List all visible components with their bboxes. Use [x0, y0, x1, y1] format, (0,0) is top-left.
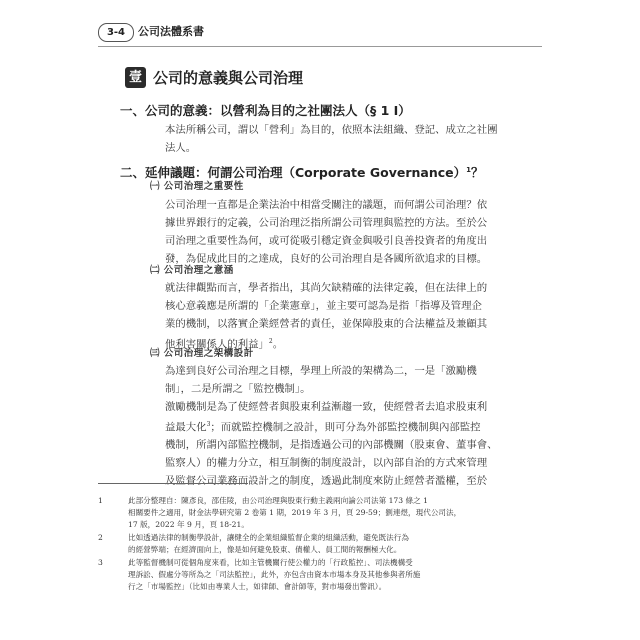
text-line: 司治理之重要性為何，或可從吸引穩定資金與吸引良善投資者的角度出: [165, 235, 488, 247]
paragraph-meaning: [165, 279, 515, 353]
subheading-meaning: ㈡ 公司治理之意涵: [150, 265, 234, 276]
text-line: 公司治理一直都是企業法治中相當受關注的議題，而何謂公司治理？依: [165, 199, 488, 211]
footnote-ref[interactable]: 3: [206, 421, 211, 428]
footnote-ref[interactable]: 2: [268, 338, 273, 345]
footnote-text: [128, 495, 540, 531]
subheading-importance: ㈠ 公司治理之重要性: [150, 181, 244, 192]
text-line: 據世界銀行的定義，公司治理泛指所謂公司管理與監控的方法。至於公: [165, 217, 488, 229]
text-line: 監察人）的權力分立，相互制衡的制度設計，以內部自治的方式來管理: [165, 457, 488, 470]
footnote-2: [98, 532, 538, 556]
footnote-number: 2: [98, 533, 103, 542]
text-line: 本法所稱公司，謂以「營利」為目的，依照本法組織、登記、成立之社團: [165, 124, 498, 136]
text-line: 為達到良好公司治理之目標，學理上所設的架構為二，一是「激勵機: [165, 365, 477, 377]
section-badge: 壹: [125, 67, 146, 88]
paragraph-framework: [165, 362, 515, 490]
text-line: 制」，二是所謂之「監控機制」。: [165, 383, 311, 395]
footnote-line: 此部分整理自：陳彥良，邵佳陵，由公司治理與股東行動主義兩向論公司法第 173 條之 1: [128, 496, 428, 505]
text-line: 業的機制，以落實企業經營者的責任，並保障股東的合法權益及兼顧其: [165, 318, 488, 330]
heading-text: 二、延伸議題：何謂公司治理（Corporate Governance）: [120, 165, 467, 181]
footnote-number: 1: [98, 496, 103, 505]
footnote-line: 理訴訟、假處分等所為之「司法監控」，此外，亦包含由資本市場本身及其他參與者所施: [128, 570, 421, 579]
header-divider: [98, 46, 542, 47]
text-line: 激勵機制是為了使經營者與股東利益漸趨一致，使經營者去追求股東利: [165, 401, 488, 413]
footnote-line: 的經營弊端；在經濟面向上，像是如何避免股東、債權人、員工間的報酬極大化。: [128, 545, 402, 554]
text-line: 機制，所謂內部監控機制，是指透過公司的內部機關（股東會、董事會、: [165, 439, 498, 452]
text-fragment: 。: [272, 338, 284, 351]
subheading-framework: ㈢ 公司治理之架構設計: [150, 348, 254, 359]
text-line: 及監督公司業務而設計之的制度，透過此制度來防止經營者濫權，至於: [165, 475, 488, 488]
section-title: 公司的意義與公司治理: [153, 69, 304, 87]
text-fragment: ；而就監控機制之設計，則可分為外部監控機制與內部監控: [210, 421, 481, 434]
footnote-ref[interactable]: 1: [466, 166, 471, 174]
footnote-text: [128, 532, 540, 556]
footnote-line: 比如透過法律的制衡學設計，讓健全的企業組織監督企業的組織活動，避免既法行為: [128, 533, 409, 542]
footnote-line: 行之「市場監控」（比如由專業人士，如律師、會計師等，對市場發出警訊）。: [128, 582, 387, 591]
footnote-1: [98, 495, 538, 531]
text-line: 就法律觀點而言，學者指出，其尚欠缺精確的法律定義，但在法律上的: [165, 282, 488, 294]
paragraph-importance: [165, 196, 515, 268]
footnote-divider: [98, 483, 248, 484]
text-line: 法人。: [165, 142, 197, 154]
heading-corporate-governance: [120, 162, 484, 181]
heading-suffix: ？: [471, 165, 484, 181]
text-line: 發，為促成此目的之達成，良好的公司治理自是各國所欲追求的目標。: [165, 253, 488, 265]
footnote-line: 相關要件之適用，財金法學研究第 2 卷第 1 期，2019 年 3 月，頁 29-59；劉連煜，現代公司法，: [128, 508, 462, 517]
text-line: 核心意義應是所謂的「企業憲章」，並主要可認為是指「指導及管理企: [165, 300, 482, 312]
footnote-number: 3: [98, 558, 103, 567]
text-fragment: 他利害關係人的利益」: [165, 338, 269, 351]
text-line: [165, 416, 515, 436]
footnote-3: [98, 557, 538, 593]
page-number: 3-4: [98, 23, 134, 42]
footnote-line: 此等監督機制可從個角度來看，比如主管機關行使公權力的「行政監控」、司法機構受: [128, 558, 413, 567]
book-title: 公司法體系書: [138, 25, 204, 38]
text-fragment: 益最大化: [165, 421, 207, 434]
heading-company-meaning: 一、公司的意義：以營利為目的之社團法人（§ 1 Ⅰ）: [120, 103, 411, 118]
footnote-line: 17 版，2022 年 9 月，頁 18-21。: [128, 520, 249, 529]
paragraph-company-definition: [165, 121, 515, 157]
footnote-text: [128, 557, 540, 593]
